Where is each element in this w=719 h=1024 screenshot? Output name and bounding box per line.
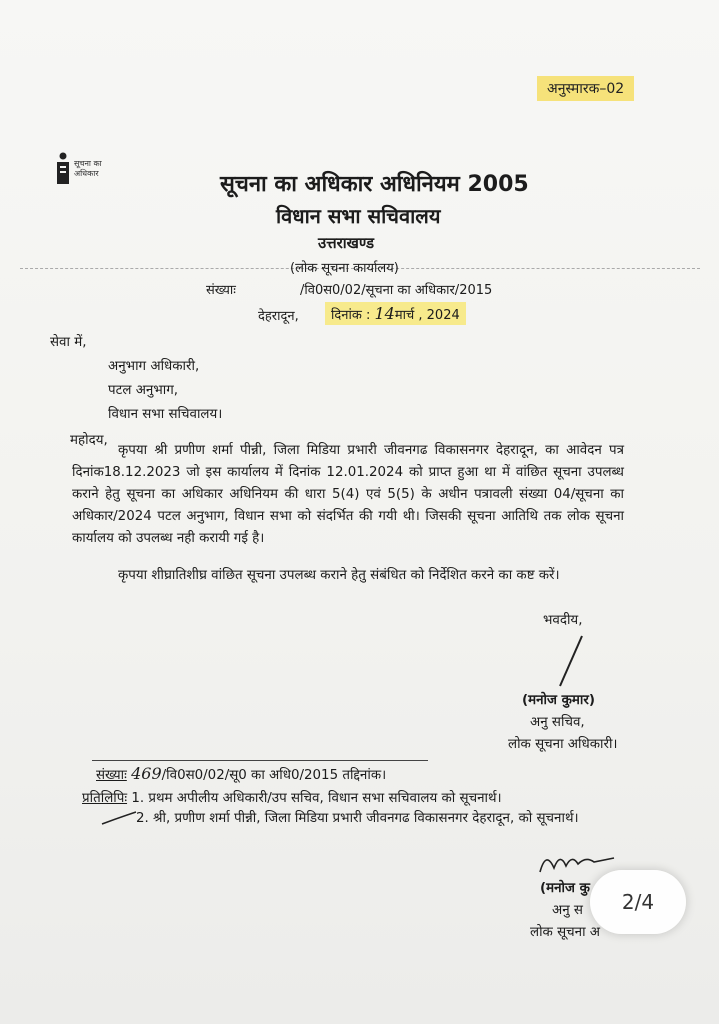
copy-item: 2. श्री, प्रणीण शर्मा पीन्नी, जिला मिडिया प्रभारी जीवनगढ विकासनगर देहरादून, को सूचनार्थ। (136, 811, 579, 826)
closing: भवदीय, (543, 613, 583, 628)
signatory2-name: (मनोज कु (540, 881, 590, 896)
recipient-line: पटल अनुभाग, (108, 383, 179, 398)
signatory2-designation: अनु स (552, 903, 583, 918)
copy-number (96, 764, 386, 783)
copy-number-label: संख्याः (96, 768, 127, 783)
body-paragraph: कृपया श्री प्रणीण शर्मा पीन्नी, जिला मिडिया प्रभारी जीवनगढ विकासनगर देहरादून, का आवेदन पत्र दिनांक18.12.2023 जो इस कार्यालय में दिनांक 12.01.2024 को प्राप्त हुआ था में वांछित सूचना उपलब्ध कराने हेतु सूचना का अधिकार अधिनियम की धारा 5(4) एवं 5(5) के अधीन पत्रावली संख्या 04/सूचना का अधिकार/2024 पटल अनुभाग, विधान सभा को संदर्भित की गयी थी। जिसकी सूचना आतिथि तक लोक सूचना कार्यालय को उपलब्ध नही करायी गई है। (72, 443, 624, 546)
date-day: 14 (374, 304, 395, 323)
copy-line-1 (82, 788, 502, 806)
recipient-line: विधान सभा सचिवालय। (108, 407, 223, 422)
reference-number-label: संख्याः (206, 283, 236, 298)
signatory-designation: अनु सचिव, (530, 715, 585, 730)
rti-logo-icon (56, 152, 70, 186)
department-name: विधान सभा सचिवालय (276, 204, 441, 228)
signatory-name: (मनोज कुमार) (522, 693, 595, 708)
date-label: दिनांक : (331, 308, 371, 323)
state-name: उत्तराखण्ड (318, 234, 375, 252)
divider (92, 760, 428, 761)
logo-caption: सूचना का अधिकार (74, 159, 102, 178)
tick-mark (100, 804, 140, 828)
document-title: सूचना का अधिकार अधिनियम 2005 (220, 172, 529, 197)
place: देहरादून, (258, 309, 299, 324)
reference-number: /वि0स0/02/सूचना का अधिकार/2015 (300, 283, 493, 298)
page-indicator[interactable]: 2/4 (590, 870, 686, 934)
signatory-role: लोक सूचना अधिकारी। (508, 737, 618, 752)
signature-mark (540, 634, 600, 690)
salutation-to: सेवा में, (50, 335, 87, 350)
copy-label: प्रतिलिपिः (82, 791, 128, 806)
greeting: महोदय, (70, 433, 108, 448)
date-rest: मार्च , 2024 (394, 308, 460, 323)
reference-tag: अनुस्मारक–02 (537, 76, 634, 101)
office-name: (लोक सूचना कार्यालय) (290, 261, 399, 276)
recipient-line: अनुभाग अधिकारी, (108, 359, 200, 374)
copy-number-rest: /वि0स0/02/सू0 का अधि0/2015 तद्दिनांक। (161, 768, 387, 783)
copy-number-handwritten: 469 (131, 764, 162, 783)
copy-item: 1. प्रथम अपीलीय अधिकारी/उप सचिव, विधान सभा सचिवालय को सूचनार्थ। (131, 791, 502, 806)
body-paragraph-2: कृपया शीघ्रातिशीघ्र वांछित सूचना उपलब्ध कराने हेतु संबंधित को निर्देशित करने का कष्ट करें। (118, 568, 560, 583)
date-highlight (325, 302, 466, 325)
signatory2-role: लोक सूचना अ (530, 925, 601, 940)
